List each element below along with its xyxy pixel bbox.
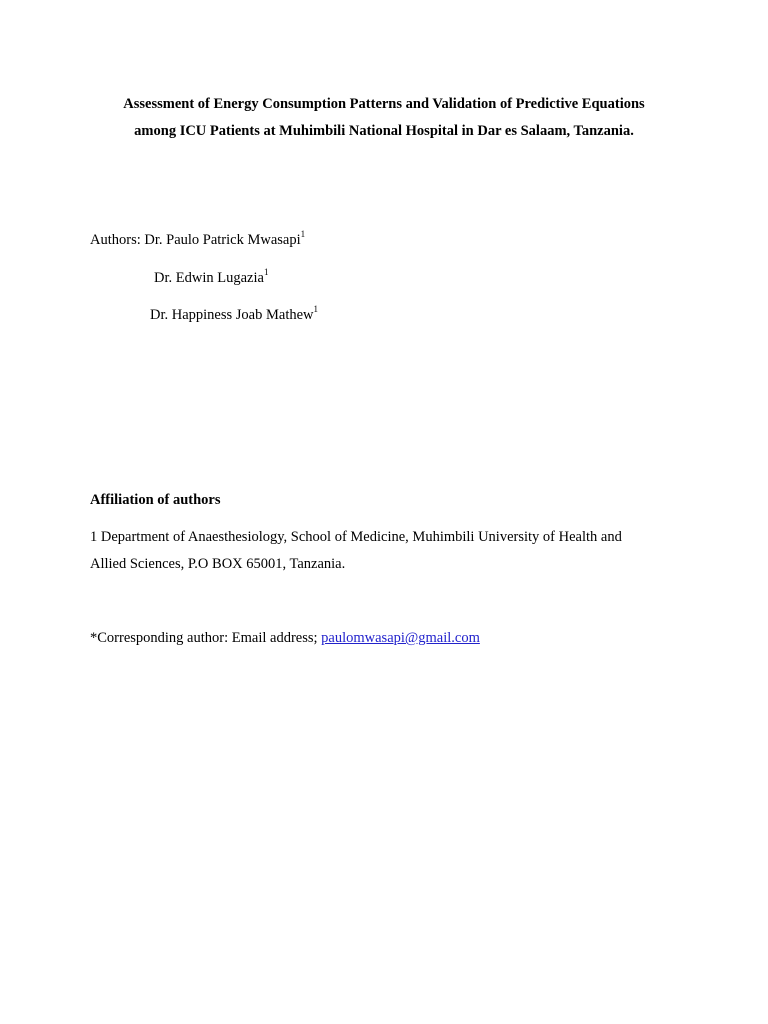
corresponding-label: *Corresponding author: Email address; [90,630,322,646]
author-affil-2: 1 [263,267,269,278]
title-line-1: Assessment of Energy Consumption Patterns and Validation of Predictive Equations [123,96,645,112]
author-affil-3: 1 [313,304,319,315]
authors-prefix: Authors: [90,232,145,248]
author-name-1: Dr. Paulo Patrick Mwasapi [144,232,301,248]
corresponding-author-line [90,628,480,648]
paper-title [0,91,768,145]
affiliation-heading: Affiliation of authors [90,492,221,508]
author-name-3: Dr. Happiness Joab Mathew [150,307,314,323]
affiliation-line-2: Allied Sciences, P.O BOX 65001, Tanzania. [90,556,346,572]
author-name-2: Dr. Edwin Lugazia [154,270,264,286]
author-line-3 [150,305,318,325]
author-line-2 [154,268,268,288]
affiliation-line-1: 1 Department of Anaesthesiology, School of Medicine, Muhimbili University of Health and [90,529,622,545]
email-link[interactable]: paulomwasapi@gmail.com [321,630,480,646]
author-affil-1: 1 [300,229,306,240]
title-line-2: among ICU Patients at Muhimbili National Hospital in Dar es Salaam, Tanzania. [134,123,634,139]
author-line-1 [90,230,305,250]
